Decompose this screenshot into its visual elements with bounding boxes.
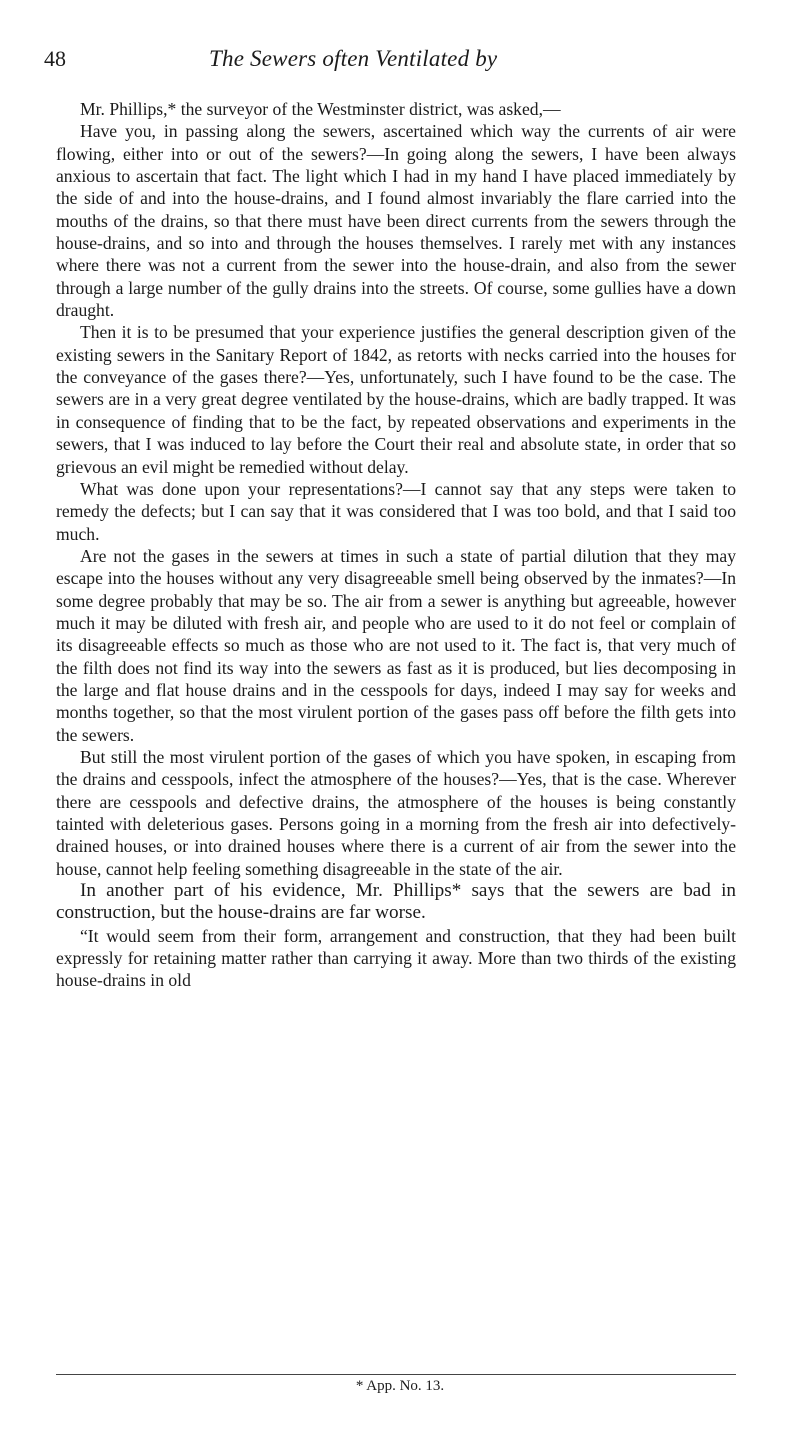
paragraph-another-part: In another part of his evidence, Mr. Phillips* says that the sewers are bad in construction, but the house-drains are far worse. [56,880,736,924]
footnote-rule [56,1374,736,1375]
paragraph-virulent-gases: But still the most virulent portion of the gases of which you have spoken, in escaping from the drains and cesspools, infect the atmosphere of the houses?—Yes, that is the case. Wherever there are cesspools and defective drains, the atmosphere of the houses is being constantly tainted with deleterious gases. Persons going in a morning from the fresh air into defectively-drained houses, or into drained houses where there is a current of air from the sewer into the house, cannot help feeling something disagreeable in the state of the air. [56,746,736,879]
paragraph-currents-of-air: Have you, in passing along the sewers, ascertained which way the currents of air were flowing, either into or out of the sewers?—In going along the sewers, I have been always anxious to ascertain that fact. The light which I had in my hand I have placed immediately by the side of and into the house-drains, and I found almost invariably the flare carried into the mouths of the drains, so that there must have been direct currents from the sewers through the house-drains, and so into and through the houses themselves. I rarely met with any instances where there was not a current from the sewer into the house-drain, and also from the sewer through a large number of the gully drains into the streets. Of course, some gullies have a down draught. [56,121,736,321]
page-number: 48 [44,46,66,71]
paragraph-intro: Mr. Phillips,* the surveyor of the Westminster district, was asked,— [80,99,561,119]
running-title: The Sewers often Ventilated by [209,46,498,71]
paragraph-representations: What was done upon your representations?—I cannot say that any steps were taken to remedy the defects; but I can say that it was considered that I was too bold, and that I said too much. [56,478,736,544]
body-text [56,98,736,992]
paragraph-sanitary-report: Then it is to be presumed that your experience justifies the general description given of the existing sewers in the Sanitary Report of 1842, as retorts with necks carried into the houses for the conveyance of the gases there?—Yes, unfortunately, such I have found to be the case. The sewers are in a very great degree ventilated by the house-drains, which are badly trapped. It was in consequence of finding that to be the fact, by repeated observations and experiments in the sewers, that I was induced to lay before the Court their real and absolute state, in order that so grievous an evil might be remedied without delay. [56,322,736,477]
paragraph-partial-dilution: Are not the gases in the sewers at times in such a state of partial dilution that they may escape into the houses without any very disagreeable smell being observed by the inmates?—In some degree probably that may be so. The air from a sewer is anything but agreeable, however much it may be diluted with fresh air, and people who are used to it do not feel or complain of its disagreeable effects so much as those who are not used to it. The fact is, that very much of the filth does not find its way into the sewers as fast as it is produced, but lies decomposing in the large and flat house drains and in the cesspools for days, indeed I may say for weeks and months together, so that the most virulent portion of the gases pass off before the filth gets into the sewers. [56,545,736,745]
running-head [44,44,744,74]
footnote: * App. No. 13. [355,1378,445,1394]
paragraph-quotation: “It would seem from their form, arrangement and construction, that they had been built expressly for retaining matter rather than carrying it away. More than two thirds of the existing house-drains in old [56,925,736,991]
